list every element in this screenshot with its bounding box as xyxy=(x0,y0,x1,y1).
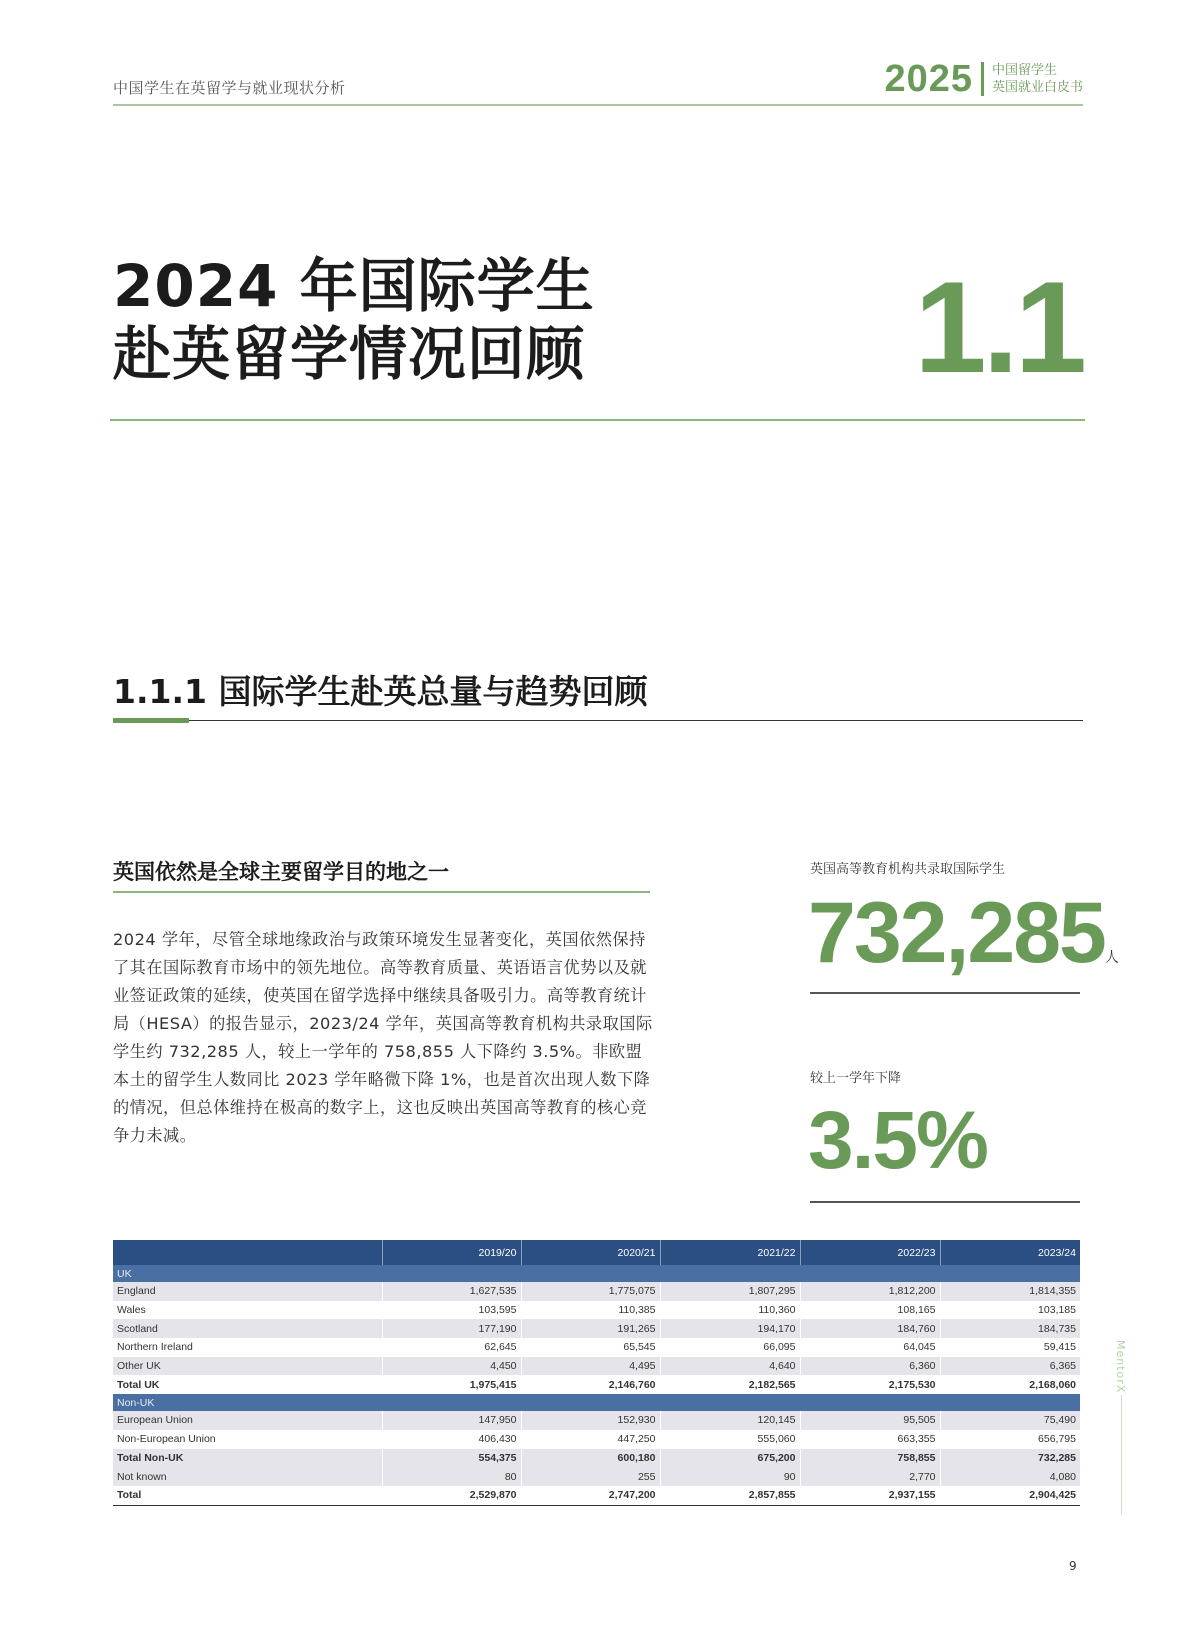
group-row-non-uk xyxy=(113,1394,1080,1411)
table-cell: 554,375 xyxy=(382,1449,521,1468)
table-row-grand-total xyxy=(113,1486,1080,1505)
table-row xyxy=(113,1301,1080,1320)
subsection-title: 英国依然是全球主要留学目的地之一 xyxy=(113,860,449,884)
table-cell: 147,950 xyxy=(382,1411,521,1430)
group-label: Non-UK xyxy=(113,1394,1080,1411)
table-row xyxy=(113,1338,1080,1357)
table-cell: 2,182,565 xyxy=(660,1375,800,1394)
table-cell: 65,545 xyxy=(521,1338,660,1357)
table-cell: 90 xyxy=(660,1467,800,1486)
table-cell: 2,904,425 xyxy=(940,1486,1080,1505)
body-paragraph-text: 2024 学年，尽管全球地缘政治与政策环境发生显著变化，英国依然保持了其在国际教育市场中的领先地位。高等教育质量、英语语言优势以及就业签证政策的延续，使英国在留学选择中继续具备吸引力。高等教育统计局（HESA）的报告显示，2023/24 学年，英国高等教育机构共录取国际学生约 732,285 人，较上一学年的 758,855 人下降约 3.5%。非欧盟本土的留学生人数同比 2023 学年略微下降 1%，也是首次出现人数下降的情况，但总体维持在极高的数字上，这也反映出英国高等教育的核心竞争力未减。 xyxy=(113,930,653,1145)
chapter-rule xyxy=(110,419,1085,421)
table-cell: 110,360 xyxy=(660,1301,800,1320)
row-label: Total xyxy=(113,1486,382,1505)
column-header: 2022/23 xyxy=(800,1240,940,1265)
group-row-uk xyxy=(113,1265,1080,1282)
table-cell: 406,430 xyxy=(382,1430,521,1449)
table-cell: 80 xyxy=(382,1467,521,1486)
table-cell: 194,170 xyxy=(660,1319,800,1338)
table-row xyxy=(113,1430,1080,1449)
stat-total-rule xyxy=(810,992,1080,994)
row-label: Not known xyxy=(113,1467,382,1486)
stat-total-unit: 人 xyxy=(1104,949,1119,965)
table-cell: 4,640 xyxy=(660,1357,800,1376)
row-label: Non-European Union xyxy=(117,1433,216,1446)
section-title: 1.1.1 国际学生赴英总量与趋势回顾 xyxy=(113,672,648,711)
chapter-title xyxy=(113,252,595,388)
table-cell: 64,045 xyxy=(800,1338,940,1357)
header-rule xyxy=(113,104,1083,106)
table-cell: 758,855 xyxy=(800,1449,940,1468)
chapter-number: 1.1 xyxy=(914,254,1083,400)
header-divider xyxy=(981,62,984,96)
stat-decline-value: 3.5% xyxy=(808,1095,987,1186)
header-subtitle xyxy=(992,62,1083,96)
column-header: 2021/22 xyxy=(660,1240,800,1265)
table-cell: 4,080 xyxy=(940,1467,1080,1486)
table-cell: 656,795 xyxy=(940,1430,1080,1449)
table-cell: 4,495 xyxy=(521,1357,660,1376)
table-header-row xyxy=(113,1240,1080,1265)
enrolment-table xyxy=(113,1240,1080,1506)
side-rule xyxy=(1121,1395,1122,1515)
table-cell: 184,735 xyxy=(940,1319,1080,1338)
row-label: Northern Ireland xyxy=(117,1341,193,1354)
header-subtitle-line2: 英国就业白皮书 xyxy=(991,80,1083,95)
table-cell: 1,975,415 xyxy=(382,1375,521,1394)
table-row-total-uk xyxy=(113,1375,1080,1394)
table-cell: 191,265 xyxy=(521,1319,660,1338)
table-cell: 2,747,200 xyxy=(521,1486,660,1505)
table-cell: 732,285 xyxy=(940,1449,1080,1468)
stat-total-value: 732,285 xyxy=(808,885,1105,981)
table-cell: 675,200 xyxy=(660,1449,800,1468)
table-cell: 103,595 xyxy=(382,1301,521,1320)
column-header: 2020/21 xyxy=(521,1240,660,1265)
table-cell: 447,250 xyxy=(521,1430,660,1449)
table-row xyxy=(113,1282,1080,1301)
table-cell: 152,930 xyxy=(521,1411,660,1430)
table-cell: 1,814,355 xyxy=(940,1282,1080,1301)
table-cell: 184,760 xyxy=(800,1319,940,1338)
table-cell: 2,770 xyxy=(800,1467,940,1486)
table-cell: 59,415 xyxy=(940,1338,1080,1357)
column-header: 2023/24 xyxy=(940,1240,1080,1265)
table-cell: 663,355 xyxy=(800,1430,940,1449)
table-cell: 2,937,155 xyxy=(800,1486,940,1505)
table-cell: 95,505 xyxy=(800,1411,940,1430)
stat-decline-rule xyxy=(810,1201,1080,1203)
table-cell: 1,775,075 xyxy=(521,1282,660,1301)
table-cell: 2,146,760 xyxy=(521,1375,660,1394)
table-cell: 110,385 xyxy=(521,1301,660,1320)
table-cell: 1,807,295 xyxy=(660,1282,800,1301)
body-paragraph xyxy=(113,926,658,1150)
page-number: 9 xyxy=(1069,1559,1077,1573)
table-row xyxy=(113,1319,1080,1338)
table-cell: 2,168,060 xyxy=(940,1375,1080,1394)
table-row-total-non-uk xyxy=(113,1449,1080,1468)
table-row xyxy=(113,1467,1080,1486)
row-label: Other UK xyxy=(113,1357,382,1376)
row-label: England xyxy=(113,1282,382,1301)
table-cell: 120,145 xyxy=(660,1411,800,1430)
table-cell: 62,645 xyxy=(382,1338,521,1357)
table-cell: 255 xyxy=(521,1467,660,1486)
column-header xyxy=(113,1240,382,1265)
table-row xyxy=(113,1411,1080,1430)
table-cell: 108,165 xyxy=(800,1301,940,1320)
header-brand xyxy=(884,60,1083,98)
table-cell: 600,180 xyxy=(521,1449,660,1468)
table-cell: 555,060 xyxy=(660,1430,800,1449)
table-cell: 2,529,870 xyxy=(382,1486,521,1505)
header-year: 2025 xyxy=(884,58,973,100)
stat-total-label: 英国高等教育机构共录取国际学生 xyxy=(810,862,1006,877)
chapter-title-line2: 赴英留学情况回顾 xyxy=(113,320,586,388)
table-cell: 6,360 xyxy=(800,1357,940,1376)
side-brand-mark: MentorX xyxy=(1114,1340,1127,1394)
stat-total xyxy=(808,885,1119,1005)
table-cell: 2,175,530 xyxy=(800,1375,940,1394)
table-cell: 6,365 xyxy=(940,1357,1080,1376)
table-cell: 66,095 xyxy=(660,1338,800,1357)
stat-decline-label: 较上一学年下降 xyxy=(810,1071,902,1086)
table-cell: 4,450 xyxy=(382,1357,521,1376)
column-header: 2019/20 xyxy=(382,1240,521,1265)
row-label: Wales xyxy=(117,1304,146,1317)
section-rule xyxy=(113,720,1083,721)
subsection-rule xyxy=(113,891,650,893)
row-label: Total UK xyxy=(117,1378,160,1391)
group-label: UK xyxy=(113,1265,1080,1282)
running-header-title: 中国学生在英留学与就业现状分析 xyxy=(113,79,346,97)
row-label: European Union xyxy=(113,1411,382,1430)
table-cell: 177,190 xyxy=(382,1319,521,1338)
table-cell: 1,812,200 xyxy=(800,1282,940,1301)
row-label: Total Non-UK xyxy=(113,1449,382,1468)
table-cell: 103,185 xyxy=(940,1301,1080,1320)
header-subtitle-line1: 中国留学生 xyxy=(991,63,1057,78)
table-cell: 2,857,855 xyxy=(660,1486,800,1505)
row-label: Scotland xyxy=(113,1319,382,1338)
section-accent-bar xyxy=(113,718,189,723)
chapter-title-line1: 2024 年国际学生 xyxy=(113,252,595,320)
table-cell: 1,627,535 xyxy=(382,1282,521,1301)
table-cell: 75,490 xyxy=(940,1411,1080,1430)
table-row xyxy=(113,1357,1080,1376)
